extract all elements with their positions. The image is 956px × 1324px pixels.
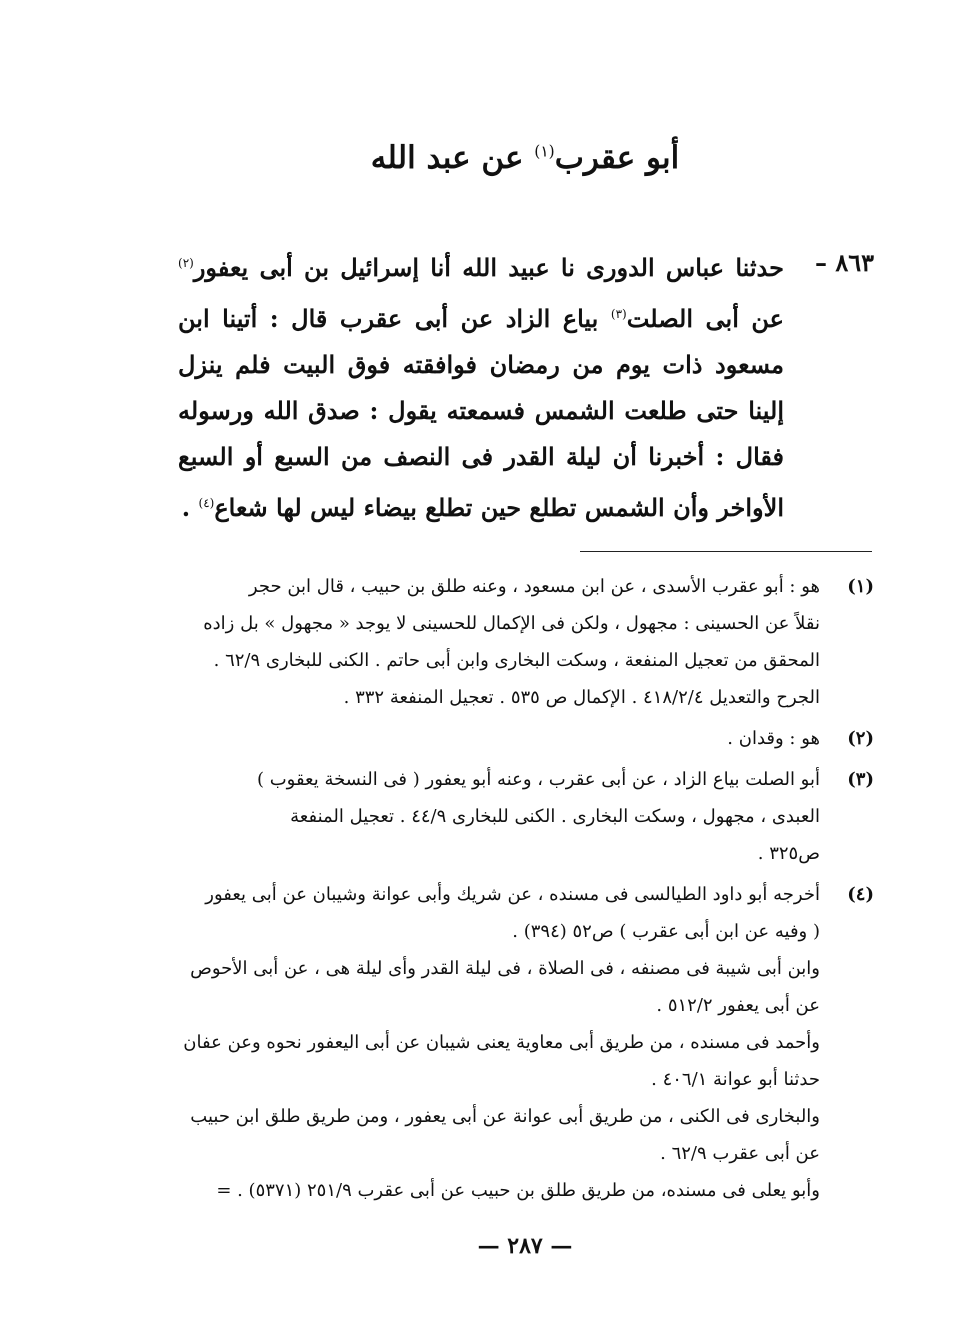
footnote-line: العبدى ، مجهول ، وسكت البخارى . الكنى للبخارى ٤٤/٩ . تعجيل المنفعة [290, 806, 820, 827]
footnote-line: الجرح والتعديل ٤١٨/٢/٤ . الإكمال ص ٥٣٥ . تعجيل المنفعة ٣٣٢ . [343, 687, 820, 708]
title-text: أبو عقرب [554, 140, 680, 176]
footnote-text [180, 568, 820, 716]
hadith-part-1: حدثنا عباس الدورى نا عبيد الله أنا إسرائيل بن أبى يعفور [193, 253, 784, 282]
footnote-text [180, 761, 820, 872]
title-rest: عن عبد الله [370, 140, 524, 176]
footnote-marker: (٢) [847, 728, 874, 749]
footnote-marker: (١) [847, 576, 874, 597]
page-number: — ٢٨٧ — [477, 1233, 573, 1259]
footnote-line: حدثنا أبو عوانة ٤٠٦/١ . [651, 1069, 820, 1090]
footnote-marker: (٤) [847, 884, 874, 905]
section-title [0, 140, 956, 176]
footnote-line: والبخارى فى الكنى ، من طريق أبى عوانة عن أبى يعفور ، ومن طريق طلق ابن حبيب [190, 1106, 820, 1127]
footnote-line: نقلاً عن الحسينى : مجهول ، ولكن فى الإكمال للحسينى لا يوجد « مجهول » بل زاده [203, 613, 820, 634]
footnote-ref-3: (٣) [610, 307, 627, 321]
footnotes [180, 568, 874, 1213]
footnote-line: أبو الصلت بياع الزاد ، عن أبى عقرب ، وعنه أبو يعفور ( فى النسخة يعقوب ) [256, 769, 820, 790]
hadith-part-3: بياع الزاد عن أبى عقرب قال : أتينا ابن مسعود ذات يوم من رمضان فوافقته فوق البيت فلم ينزل إلينا حتى طلعت الشمس فسمعته يقول : صدق الله ورسوله فقال : أخبرنا أن ليلة القدر فى النصف من السبع أو السبع الأواخر وأن الشمس تطلع حين تطلع بيضاء ليس لها شعاع [178, 304, 784, 522]
footnote-line: وأحمد فى مسنده ، من طريق أبى معاوية يعنى شيبان عن أبى اليعفور نحوه وعن عفان [183, 1032, 820, 1053]
hadith-part-2: عن أبى الصلت [626, 304, 784, 333]
footnote-ref-4: (٤) [198, 496, 215, 510]
title-footnote-ref: (١) [534, 142, 555, 161]
hadith-block [178, 240, 874, 531]
footnote-1 [180, 568, 874, 716]
footnote-text [180, 876, 820, 1209]
footnote-line: وأبو يعلى فى مسنده، من طريق طلق بن حبيب عن أبى عقرب ٢٥١/٩ (٥٣٧١) . = [216, 1180, 820, 1201]
footnote-line: المحقق من تعجيل المنفعة ، وسكت البخارى وابن أبى حاتم . الكنى للبخارى ٦٢/٩ . [213, 650, 820, 671]
footnote-line: هو : وقدان . [727, 728, 820, 749]
hadith-part-4: . [181, 493, 191, 522]
hadith-number: ٨٦٣ – [814, 248, 874, 277]
footnote-2 [180, 720, 874, 757]
footnote-line: ص٣٢٥ . [757, 843, 820, 864]
footnote-line: هو : أبو عقرب الأسدى ، عن ابن مسعود ، وعنه طلق بن حبيب ، قال ابن حجر [248, 576, 820, 597]
footnote-3 [180, 761, 874, 872]
footnote-text [180, 720, 820, 757]
footnote-line: ( وفيه عن ابن أبى عقرب ) ص٥٢ (٣٩٤) . [512, 921, 820, 942]
footnote-ref-2: (٢) [178, 256, 194, 270]
footnote-line: عن أبى عقرب ٦٢/٩ . [660, 1143, 820, 1164]
footnote-line: وابن أبى شيبة فى مصنفه ، فى الصلاة ، فى ليلة القدر وأى ليلة هى ، عن أبى الأحوص [190, 958, 820, 979]
footnote-marker: (٣) [847, 769, 874, 790]
footnote-4 [180, 876, 874, 1209]
footnote-line: عن أبى يعفور ٥١٢/٢ . [656, 995, 820, 1016]
hadith-text [178, 240, 784, 531]
footnote-line: أخرجه أبو داود الطيالسى فى مسنده ، عن شريك وأبى عوانة وشيبان عن أبى يعفور [205, 884, 820, 905]
footnote-separator [580, 551, 872, 552]
